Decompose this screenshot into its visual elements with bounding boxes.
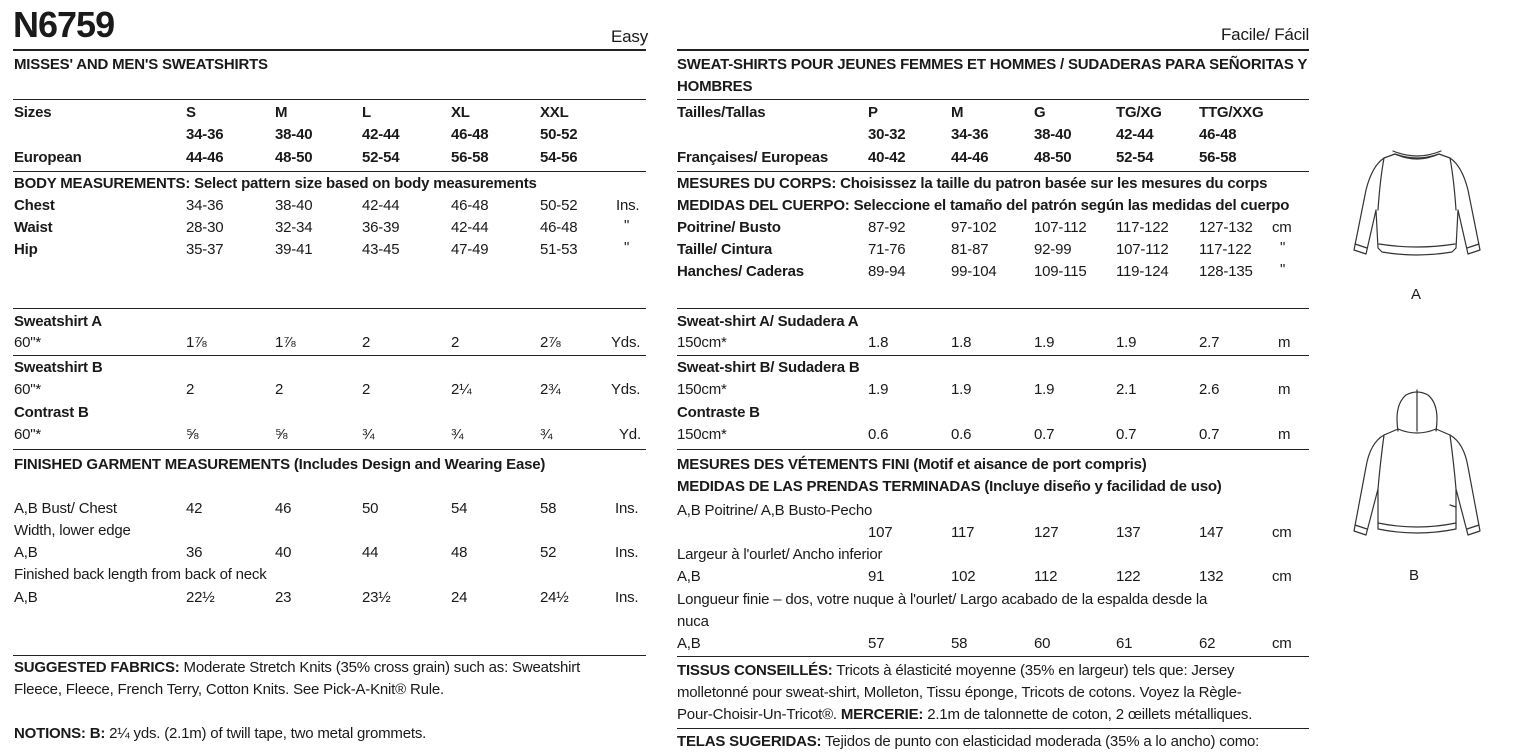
divider xyxy=(677,355,1309,356)
divider xyxy=(677,449,1309,450)
size-cell: XL xyxy=(451,104,470,121)
yardage-label: Contraste B xyxy=(677,404,760,421)
cell: 2.6 xyxy=(1199,381,1220,398)
cell: 107-112 xyxy=(1116,241,1169,258)
cell: 1.8 xyxy=(868,334,889,351)
cell: 99-104 xyxy=(951,263,997,280)
european-cell: 52-54 xyxy=(362,149,400,166)
row-caption: A,B Poitrine/ A,B Busto-Pecho xyxy=(677,502,873,519)
row-label: Chest xyxy=(14,197,55,214)
fabric-width: 60"* xyxy=(14,334,42,351)
cell: 62 xyxy=(1199,635,1216,652)
fabrics-text-2: molletonné pour sweat-shirt, Molleton, Tissu éponge, Tricots de cotons. Voyez la Règle- xyxy=(677,684,1242,701)
cell: 132 xyxy=(1199,568,1224,585)
size-range-cell: 38-40 xyxy=(1034,126,1072,143)
cell: 51-53 xyxy=(540,241,578,258)
size-cell: P xyxy=(868,104,878,121)
cell: 36-39 xyxy=(362,219,400,236)
cell: 34-36 xyxy=(186,197,224,214)
cell: 2 xyxy=(362,381,371,398)
unit: m xyxy=(1278,381,1291,398)
yardage-label: Sweatshirt B xyxy=(14,359,103,376)
divider xyxy=(13,308,646,309)
cell: 61 xyxy=(1116,635,1133,652)
cell: 58 xyxy=(951,635,968,652)
divider xyxy=(677,99,1309,100)
unit: Ins. xyxy=(615,500,639,517)
yardage-label: Sweatshirt A xyxy=(14,313,102,330)
cell: 54 xyxy=(451,500,468,517)
cell: 1.9 xyxy=(1034,381,1055,398)
european-cell: 44-46 xyxy=(186,149,224,166)
size-cell: S xyxy=(186,104,196,121)
fabric-width: 150cm* xyxy=(677,334,727,351)
cell: 42-44 xyxy=(451,219,489,236)
difficulty-en: Easy xyxy=(611,27,648,46)
row-caption: Width, lower edge xyxy=(14,522,131,539)
cell: 24 xyxy=(451,589,468,606)
french-cell: 52-54 xyxy=(1116,149,1154,166)
row-label: Waist xyxy=(14,219,53,236)
cell: 117-122 xyxy=(1116,219,1169,236)
cell: 1⅞ xyxy=(275,334,296,351)
cell: 38-40 xyxy=(275,197,313,214)
cell: 0.7 xyxy=(1034,426,1055,443)
size-cell: G xyxy=(1034,104,1046,121)
cell: 1.8 xyxy=(951,334,972,351)
unit: Yds. xyxy=(611,334,641,351)
fabrics-text: Moderate Stretch Knits (35% cross grain) such as: Sweatshirt xyxy=(179,659,581,676)
size-range-cell: 34-36 xyxy=(951,126,989,143)
row-label: A,B Bust/ Chest xyxy=(14,500,117,517)
finished-heading-es: MEDIDAS DE LAS PRENDAS TERMINADAS (Incluye diseño y facilidad de uso) xyxy=(677,478,1222,495)
view-a-label: A xyxy=(1411,286,1422,303)
cell: ¾ xyxy=(451,426,464,443)
right-title-line-1: SWEAT-SHIRTS POUR JEUNES FEMMES ET HOMMES / SUDADERAS PARA SEÑORITAS Y xyxy=(677,56,1308,73)
size-range-cell: 42-44 xyxy=(1116,126,1154,143)
view-b-label: B xyxy=(1409,567,1420,584)
unit: cm xyxy=(1272,219,1292,236)
sweatshirt-a-illustration xyxy=(1340,140,1500,275)
cell: 1.9 xyxy=(868,381,889,398)
divider xyxy=(13,449,646,450)
cell: 137 xyxy=(1116,524,1141,541)
row-label: A,B xyxy=(677,568,701,585)
european-cell: 56-58 xyxy=(451,149,489,166)
unit: cm xyxy=(1272,635,1292,652)
cell: 97-102 xyxy=(951,219,997,236)
fabrics-text: Tricots à élasticité moyenne (35% en largeur) tels que: Jersey xyxy=(832,662,1235,679)
divider xyxy=(677,49,1309,51)
cell: 22½ xyxy=(186,589,215,606)
row-caption-continued: nuca xyxy=(677,613,709,630)
size-range-cell: 46-48 xyxy=(451,126,489,143)
size-range-cell: 50-52 xyxy=(540,126,578,143)
cell: 2.7 xyxy=(1199,334,1220,351)
cell: 102 xyxy=(951,568,976,585)
cell: 71-76 xyxy=(868,241,906,258)
unit: " xyxy=(1280,261,1286,278)
pattern-number: N6759 xyxy=(13,4,115,45)
cell: 36 xyxy=(186,544,203,561)
cell: 112 xyxy=(1034,568,1058,585)
row-label: A,B xyxy=(14,544,38,561)
size-cell: XXL xyxy=(540,104,569,121)
row-caption: Longueur finie – dos, votre nuque à l'ourlet/ Largo acabado de la espalda desde la xyxy=(677,591,1208,608)
cell: 60 xyxy=(1034,635,1051,652)
unit: m xyxy=(1278,426,1291,443)
cell: 42 xyxy=(186,500,203,517)
unit: cm xyxy=(1272,568,1292,585)
cell: 50-52 xyxy=(540,197,578,214)
cell: 91 xyxy=(868,568,885,585)
cell: 58 xyxy=(540,500,557,517)
cell: 2 xyxy=(275,381,284,398)
mercerie-text: 2.1m de talonnette de coton, 2 œillets métalliques. xyxy=(923,706,1253,723)
french-cell: 48-50 xyxy=(1034,149,1072,166)
cell: 2.1 xyxy=(1116,381,1137,398)
row-label: A,B xyxy=(14,589,38,606)
cell: 2⅞ xyxy=(540,334,561,351)
unit: Yd. xyxy=(619,426,641,443)
cell: ⅝ xyxy=(275,426,288,443)
cell: 1⅞ xyxy=(186,334,207,351)
cell: 1.9 xyxy=(1116,334,1137,351)
unit: m xyxy=(1278,334,1291,351)
unit: Ins. xyxy=(616,197,640,214)
fabrics-notions-line xyxy=(677,706,1252,723)
fabric-width: 60"* xyxy=(14,426,42,443)
cell: 2 xyxy=(451,334,460,351)
cell: 1.9 xyxy=(951,381,972,398)
body-heading-fr: MESURES DU CORPS: Choisissez la taille du patron basée sur les mesures du corps xyxy=(677,175,1268,192)
cell: 119-124 xyxy=(1116,263,1169,280)
row-label: A,B xyxy=(677,635,701,652)
tissus-conseilles xyxy=(677,662,1234,679)
cell: 28-30 xyxy=(186,219,224,236)
size-cell: M xyxy=(951,104,964,121)
telas-label: TELAS SUGERIDAS: xyxy=(677,733,822,750)
notions-label: NOTIONS: B: xyxy=(14,725,106,742)
french-cell: 56-58 xyxy=(1199,149,1237,166)
divider xyxy=(13,355,646,356)
mercerie-label: MERCERIE: xyxy=(840,706,924,723)
size-cell: L xyxy=(362,104,371,121)
cell: 89-94 xyxy=(868,263,906,280)
left-title: MISSES' AND MEN'S SWEATSHIRTS xyxy=(14,56,268,73)
fabric-width: 60"* xyxy=(14,381,42,398)
unit: Ins. xyxy=(615,589,639,606)
divider xyxy=(677,656,1309,657)
cell: ¾ xyxy=(540,426,553,443)
row-label: Poitrine/ Busto xyxy=(677,219,781,236)
cell: ⅝ xyxy=(186,426,199,443)
french-cell: 40-42 xyxy=(868,149,906,166)
finished-heading-fr: MESURES DES VÉTEMENTS FINI (Motif et aisance de port compris) xyxy=(677,456,1147,473)
cell: 128-135 xyxy=(1199,263,1253,280)
size-range-cell: 46-48 xyxy=(1199,126,1237,143)
cell: 2¾ xyxy=(540,381,561,398)
cell: 48 xyxy=(451,544,468,561)
sizes-label: Tailles/Tallas xyxy=(677,104,766,121)
cell: 46-48 xyxy=(451,197,489,214)
cell: 57 xyxy=(868,635,885,652)
row-label: Hanches/ Caderas xyxy=(677,263,804,280)
cell: 92-99 xyxy=(1034,241,1072,258)
cell: 0.7 xyxy=(1116,426,1137,443)
cell: 81-87 xyxy=(951,241,989,258)
row-caption: Finished back length from back of neck xyxy=(14,566,267,583)
cell: 2¼ xyxy=(451,381,472,398)
cell: 0.7 xyxy=(1199,426,1220,443)
cell: 122 xyxy=(1116,568,1141,585)
suggested-fabrics xyxy=(14,659,580,676)
telas-text: Tejidos de punto con elasticidad moderada (35% a lo ancho) como: xyxy=(821,733,1260,750)
body-heading-es: MEDIDAS DEL CUERPO: Seleccione el tamaño del patrón según las medidas del cuerpo xyxy=(677,197,1290,214)
cell: 0.6 xyxy=(868,426,889,443)
row-label: Hip xyxy=(14,241,38,258)
fabric-width: 150cm* xyxy=(677,426,727,443)
cell: 32-34 xyxy=(275,219,313,236)
cell: 109-115 xyxy=(1034,263,1087,280)
sweatshirt-b-illustration xyxy=(1340,385,1500,555)
unit: " xyxy=(1280,239,1286,256)
cell: 40 xyxy=(275,544,292,561)
fabrics-text-3: Pour-Choisir-Un-Tricot®. xyxy=(677,706,841,723)
size-cell: TG/XG xyxy=(1116,104,1162,121)
cell: ¾ xyxy=(362,426,375,443)
cell: 107-112 xyxy=(1034,219,1087,236)
cell: 43-45 xyxy=(362,241,400,258)
cell: 42-44 xyxy=(362,197,400,214)
cell: 39-41 xyxy=(275,241,313,258)
fabrics-text-2: Fleece, Fleece, French Terry, Cotton Knits. See Pick-A-Knit® Rule. xyxy=(14,681,444,698)
cell: 117 xyxy=(951,524,975,541)
cell: 47-49 xyxy=(451,241,489,258)
size-range-cell: 34-36 xyxy=(186,126,224,143)
cell: 50 xyxy=(362,500,379,517)
cell: 117-122 xyxy=(1199,241,1252,258)
divider xyxy=(13,49,646,51)
size-cell: TTG/XXG xyxy=(1199,104,1264,121)
notions-text: 2¼ yds. (2.1m) of twill tape, two metal grommets. xyxy=(105,725,427,742)
cell: 2 xyxy=(186,381,195,398)
row-label: Taille/ Cintura xyxy=(677,241,773,258)
unit: " xyxy=(624,217,630,234)
difficulty-fr-es: Facile/ Fácil xyxy=(1221,25,1310,44)
cell: 87-92 xyxy=(868,219,906,236)
right-title-line-2: HOMBRES xyxy=(677,78,753,95)
cell: 2 xyxy=(362,334,371,351)
yardage-label: Sweat-shirt A/ Sudadera A xyxy=(677,313,859,330)
size-cell: M xyxy=(275,104,288,121)
divider xyxy=(677,308,1309,309)
cell: 52 xyxy=(540,544,557,561)
divider xyxy=(677,728,1309,729)
french-label: Françaises/ Europeas xyxy=(677,149,829,166)
cell: 35-37 xyxy=(186,241,224,258)
european-cell: 48-50 xyxy=(275,149,313,166)
cell: 44 xyxy=(362,544,379,561)
size-range-cell: 30-32 xyxy=(868,126,906,143)
cell: 127-132 xyxy=(1199,219,1253,236)
european-label: European xyxy=(14,149,82,166)
cell: 46 xyxy=(275,500,292,517)
divider xyxy=(13,99,646,100)
fabric-width: 150cm* xyxy=(677,381,727,398)
cell: 1.9 xyxy=(1034,334,1055,351)
cell: 127 xyxy=(1034,524,1059,541)
divider xyxy=(13,171,646,172)
yardage-label: Contrast B xyxy=(14,404,89,421)
fabrics-label: SUGGESTED FABRICS: xyxy=(14,659,180,676)
divider xyxy=(13,655,646,656)
sizes-label: Sizes xyxy=(14,104,52,121)
body-measurements-heading: BODY MEASUREMENTS: Select pattern size based on body measurements xyxy=(14,175,537,192)
unit: Yds. xyxy=(611,381,641,398)
cell: 46-48 xyxy=(540,219,578,236)
unit: " xyxy=(624,239,630,256)
cell: 107 xyxy=(868,524,893,541)
cell: 23 xyxy=(275,589,292,606)
row-caption: Largeur à l'ourlet/ Ancho inferior xyxy=(677,546,883,563)
size-range-cell: 42-44 xyxy=(362,126,400,143)
divider xyxy=(677,171,1309,172)
cell: 24½ xyxy=(540,589,569,606)
unit: cm xyxy=(1272,524,1292,541)
fabrics-label: TISSUS CONSEILLÉS: xyxy=(677,662,833,679)
notions xyxy=(14,725,426,742)
cell: 0.6 xyxy=(951,426,972,443)
yardage-label: Sweat-shirt B/ Sudadera B xyxy=(677,359,860,376)
european-cell: 54-56 xyxy=(540,149,578,166)
french-cell: 44-46 xyxy=(951,149,989,166)
finished-heading: FINISHED GARMENT MEASUREMENTS (Includes Design and Wearing Ease) xyxy=(14,456,546,473)
telas-sugeridas xyxy=(677,733,1259,750)
cell: 23½ xyxy=(362,589,391,606)
size-range-cell: 38-40 xyxy=(275,126,313,143)
cell: 147 xyxy=(1199,524,1224,541)
unit: Ins. xyxy=(615,544,639,561)
